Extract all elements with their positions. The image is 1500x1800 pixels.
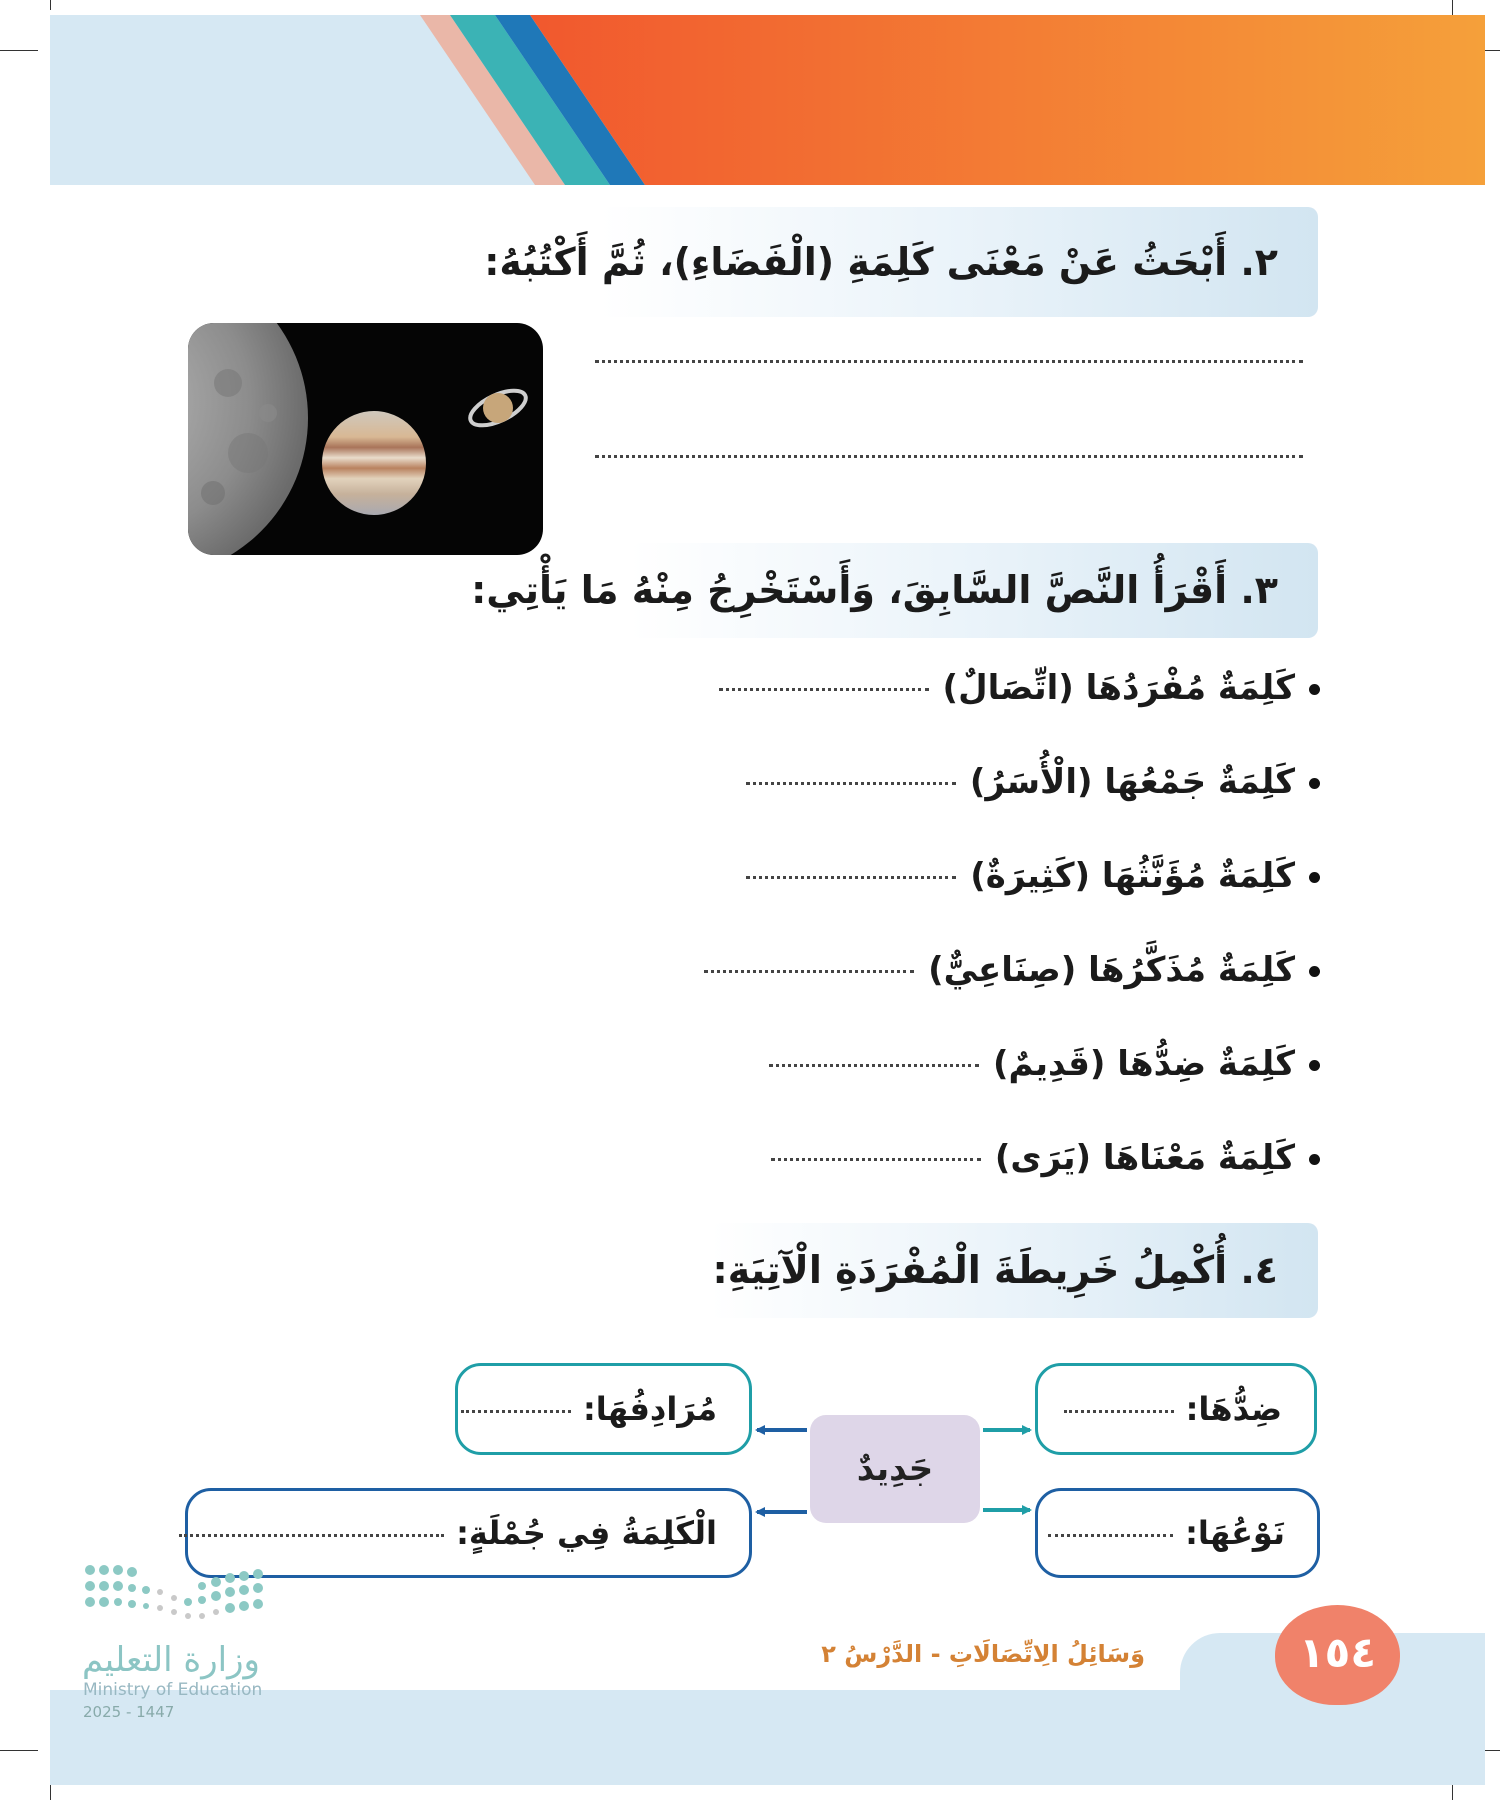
list-item-text: كَلِمَةٌ مُذَكَّرُهَا (صِنَاعِيٌّ) bbox=[928, 950, 1295, 990]
type-label: نَوْعُهَا: bbox=[1185, 1514, 1285, 1552]
synonym-label: مُرَادِفُهَا: bbox=[583, 1390, 717, 1428]
list-item-text: كَلِمَةٌ مُفْرَدُهَا (اتِّصَالٌ) bbox=[942, 668, 1295, 708]
list-item-text: كَلِمَةٌ مُؤَنَّثُهَا (كَثِيرَةٌ) bbox=[970, 856, 1295, 896]
sentence-label: الْكَلِمَةُ فِي جُمْلَةٍ: bbox=[456, 1514, 717, 1552]
ministry-year: 2025 - 1447 bbox=[83, 1703, 175, 1721]
ministry-logo-icon bbox=[82, 1562, 272, 1627]
antonym-label: ضِدُّهَا: bbox=[1185, 1390, 1282, 1428]
question-3-text: ٣. أَقْرَأُ النَّصَّ السَّابِقَ، وَأَسْتَخْرِجُ مِنْهُ مَا يَأْتِي: bbox=[471, 568, 1278, 612]
ministry-name-en: Ministry of Education bbox=[83, 1680, 263, 1700]
page-number: ١٥٤ bbox=[1275, 1605, 1400, 1705]
ministry-name-ar: وزارة التعليم bbox=[82, 1640, 260, 1680]
question-2-text: ٢. أَبْحَثُ عَنْ مَعْنَى كَلِمَةِ (الْفَضَاءِ)، ثُمَّ أَكْتُبُهُ: bbox=[484, 240, 1278, 284]
center-word: جَدِيدٌ bbox=[810, 1415, 980, 1523]
footer-band bbox=[50, 1690, 1485, 1785]
list-item-text: كَلِمَةٌ جَمْعُهَا (الْأُسَرُ) bbox=[969, 762, 1295, 802]
list-item-text: كَلِمَةٌ ضِدُّهَا (قَدِيمٌ) bbox=[993, 1044, 1295, 1084]
list-item-text: كَلِمَةٌ مَعْنَاهَا (يَرَى) bbox=[994, 1138, 1295, 1178]
question-4-text: ٤. أُكْمِلُ خَرِيطَةَ الْمُفْرَدَةِ الْآتِيَةِ: bbox=[712, 1248, 1278, 1292]
footer-lesson-title: وَسَائِلُ الِاتِّصَالَاتِ - الدَّرْسُ ٢ bbox=[821, 1640, 1145, 1668]
